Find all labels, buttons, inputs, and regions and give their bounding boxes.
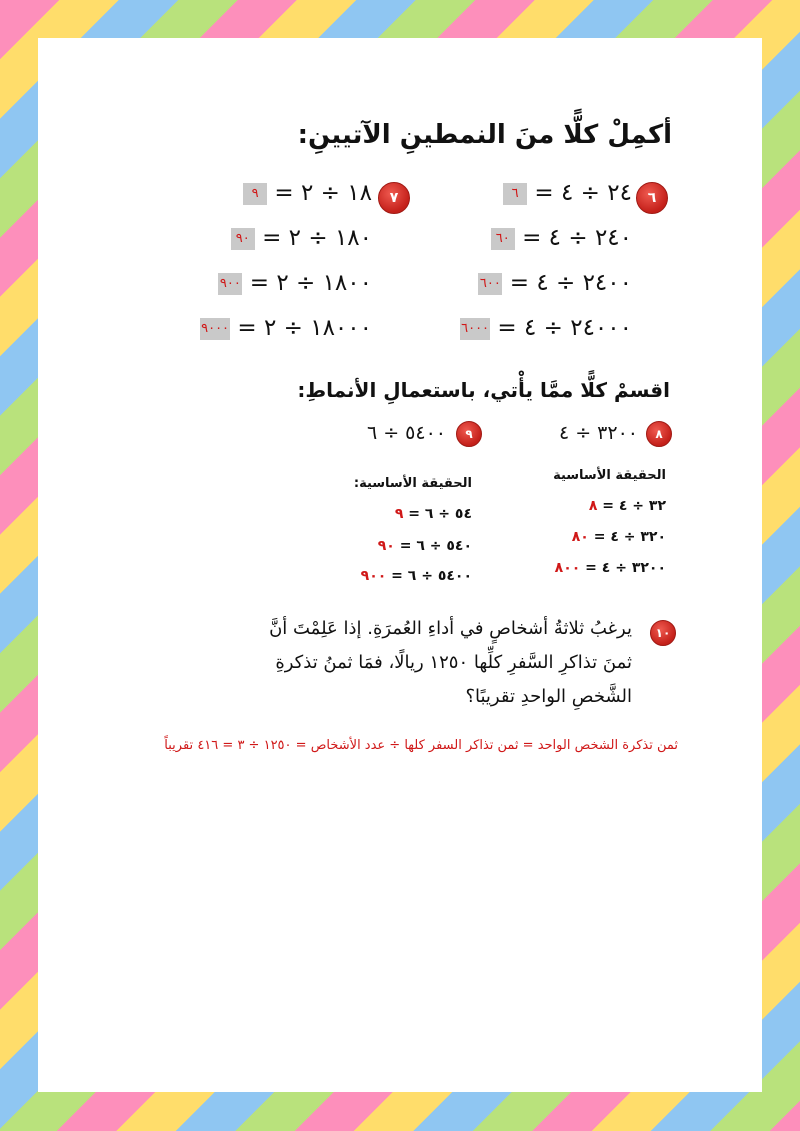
problem9-expr: ٥٤٠٠ ÷ ٦ = [391,568,472,584]
problem-8-basic-fact-label: الحقيقة الأساسية [553,468,666,483]
problem-8-expression: ٣٢٠٠ ÷ ٤ [558,422,638,444]
problem9-answer: ٩٠٠ [360,568,387,584]
pattern7-row [231,225,372,251]
problem-10-badge: ١٠ [650,620,676,646]
pattern6-expr: ٢٤٠٠٠ ÷ ٤ = [497,315,632,341]
problem-9-badge: ٩ [456,421,482,447]
problem8-row [572,529,666,545]
instruction-divide-using-patterns: اقسمْ كلًّا ممَّا يأْتي، باستعمالِ الأنماطِ: [297,378,670,402]
pattern6-row [460,315,632,341]
instruction-complete-patterns: أكمِلْ كلًّا منَ النمطينِ الآتيينِ: [297,120,672,150]
problem9-row [361,568,472,584]
pattern6-answer: ٦٠٠٠ [460,318,490,340]
problem8-expr: ٣٢٠٠ ÷ ٤ = [585,560,666,576]
problem8-expr: ٣٢ ÷ ٤ = [602,498,666,514]
problem8-row [555,560,666,576]
problem-7-badge: ٧ [378,182,410,214]
worksheet-page [38,38,762,1092]
pattern6-row [478,270,632,296]
problem-10-text-line-1: يرغبُ ثلاثةُ أشخاصٍ في أداءِ العُمرَةِ. إذا عَلِمْتَ أنَّ [269,618,632,639]
pattern7-answer: ٩٠٠٠ [200,318,230,340]
problem-9-basic-fact-label: الحقيقة الأساسية: [353,476,472,491]
problem8-row [589,498,666,514]
problem8-answer: ٨٠ [571,529,589,545]
pattern6-expr: ٢٤ ÷ ٤ = [534,180,632,206]
pattern6-expr: ٢٤٠ ÷ ٤ = [522,225,632,251]
pattern7-answer: ٩٠٠ [218,273,242,295]
problem-10-text-line-3: الشَّخصِ الواحدِ تقريبًا؟ [465,686,632,707]
problem-10-text-line-2: ثمنَ تذاكرِ السَّفرِ كلِّها ١٢٥٠ ريالًا، فمَا ثمنُ تذكرةِ [275,652,632,673]
problem8-answer: ٨٠٠ [554,560,581,576]
pattern7-answer: ٩ [243,183,267,205]
pattern7-expr: ١٨٠٠٠ ÷ ٢ = [237,315,372,341]
pattern7-expr: ١٨٠ ÷ ٢ = [262,225,372,251]
problem9-answer: ٩٠ [377,538,395,554]
pattern6-answer: ٦ [503,183,527,205]
pattern7-row [243,180,372,206]
problem9-expr: ٥٤٠ ÷ ٦ = [399,538,472,554]
problem-10-answer: ثمن تذكرة الشخص الواحد = ثمن تذاكر السفر كلها ÷ عدد الأشخاص = ١٢٥٠ ÷ ٣ = ٤١٦ تقريباً [164,738,678,753]
problem-9-expression: ٥٤٠٠ ÷ ٦ [366,422,446,444]
problem9-row [395,506,472,522]
pattern6-answer: ٦٠ [491,228,515,250]
problem9-answer: ٩ [394,506,404,522]
pattern7-expr: ١٨٠٠ ÷ ٢ = [249,270,372,296]
pattern7-expr: ١٨ ÷ ٢ = [274,180,372,206]
pattern7-row [218,270,372,296]
problem9-expr: ٥٤ ÷ ٦ = [408,506,472,522]
pattern7-answer: ٩٠ [231,228,255,250]
problem8-answer: ٨ [588,498,598,514]
pattern7-row [200,315,372,341]
problem-8-badge: ٨ [646,421,672,447]
pattern6-row [503,180,632,206]
problem-6-badge: ٦ [636,182,668,214]
pattern6-expr: ٢٤٠٠ ÷ ٤ = [509,270,632,296]
problem9-row [378,538,472,554]
pattern6-row [491,225,632,251]
problem8-expr: ٣٢٠ ÷ ٤ = [593,529,666,545]
pattern6-answer: ٦٠٠ [478,273,502,295]
